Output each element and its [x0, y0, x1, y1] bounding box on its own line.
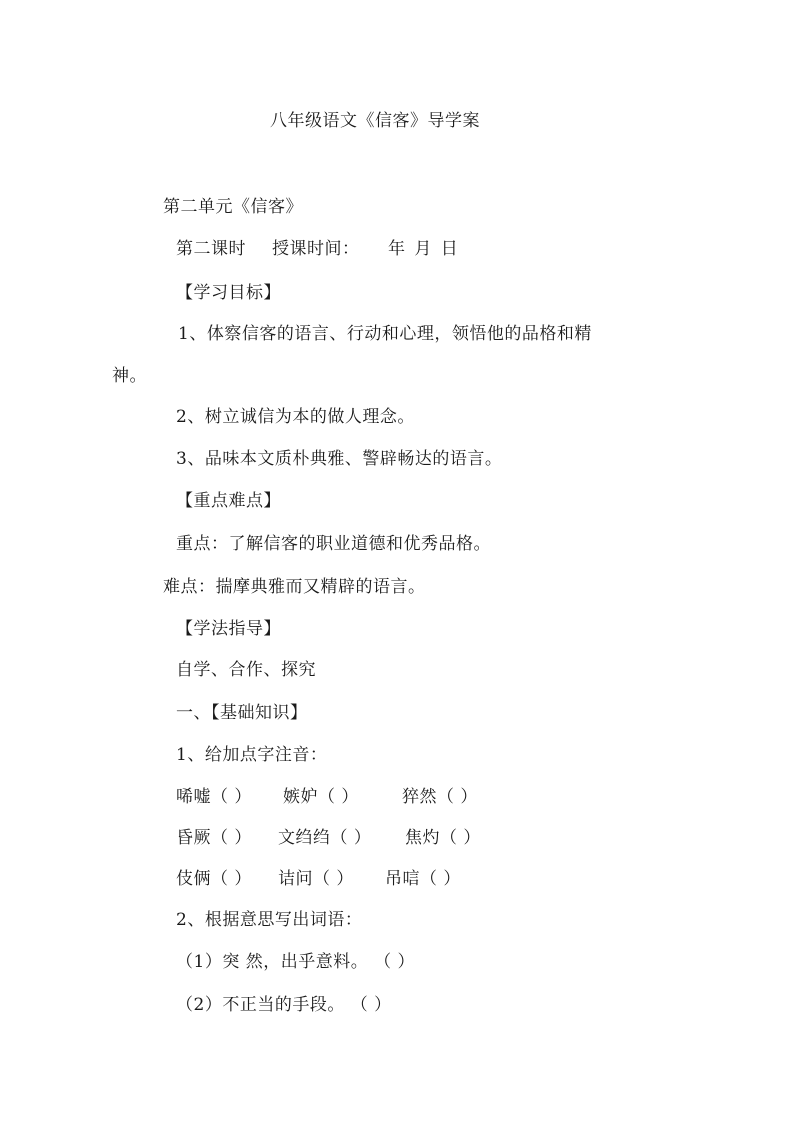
- method-content: 自学、合作、探究: [176, 660, 316, 680]
- lesson-time-label: 授课时间：: [272, 239, 360, 259]
- pinyin-cell: 吊唁（ ）: [385, 869, 461, 889]
- question-2-item-2: （2）不正当的手段。 （ ）: [176, 995, 392, 1015]
- pinyin-cell: 伎俩（ ）: [176, 869, 252, 889]
- question-2: 2、根据意思写出词语：: [176, 910, 363, 930]
- objectives-heading: 【学习目标】: [176, 283, 281, 303]
- pinyin-cell: 诘问（ ）: [278, 869, 354, 889]
- document-title: 八年级语文《信客》导学案: [270, 111, 480, 131]
- pinyin-cell: 文绉绉（ ）: [278, 828, 372, 848]
- objective-item-2: 2、树立诚信为本的做人理念。: [176, 407, 415, 427]
- objective-item-1-line-1: 1、体察信客的语言、行动和心理，领悟他的品格和精: [178, 324, 592, 344]
- unit-heading: 第二单元《信客》: [163, 197, 303, 217]
- pinyin-cell: 昏厥（ ）: [176, 828, 252, 848]
- pinyin-cell: 猝然（ ）: [402, 787, 478, 807]
- key-point: 重点：了解信客的职业道德和优秀品格。: [176, 534, 491, 554]
- basics-heading: 一、【基础知识】: [176, 703, 308, 723]
- question-2-item-1: （1）突 然，出乎意料。 （ ）: [176, 952, 416, 972]
- lesson-period: 第二课时: [176, 239, 246, 259]
- objective-item-1-line-2: 神。: [112, 366, 147, 386]
- pinyin-cell: 嫉妒（ ）: [283, 787, 359, 807]
- objective-item-3: 3、品味本文质朴典雅、警辟畅达的语言。: [176, 449, 503, 469]
- question-1: 1、给加点字注音：: [176, 745, 328, 765]
- pinyin-cell: 唏嘘（ ）: [176, 787, 252, 807]
- lesson-date-units: 年 月 日: [388, 239, 460, 259]
- method-heading: 【学法指导】: [176, 619, 281, 639]
- pinyin-cell: 焦灼（ ）: [405, 828, 481, 848]
- difficult-point: 难点：揣摩典雅而又精辟的语言。: [163, 577, 426, 597]
- key-points-heading: 【重点难点】: [176, 491, 281, 511]
